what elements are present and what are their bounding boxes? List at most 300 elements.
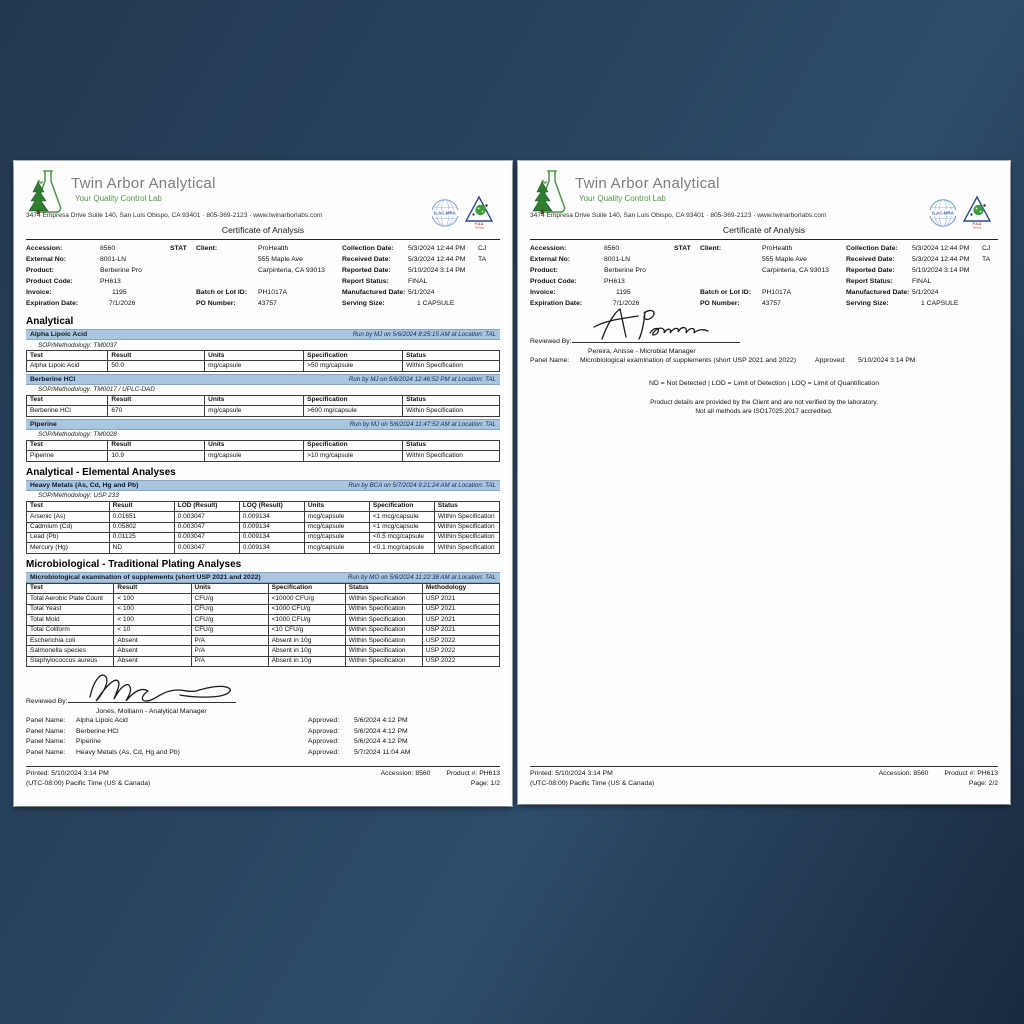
panel-name-label: Panel Name:: [26, 717, 66, 725]
svg-text:PJLA: PJLA: [474, 222, 484, 226]
flask-tree-logo-icon: [26, 168, 68, 215]
approved-label: Approved:: [308, 748, 339, 756]
table-cell: Berberine HCl: [27, 406, 108, 416]
disclaimer-notes: [518, 398, 1010, 417]
coa-page-1: [14, 161, 512, 806]
table-cell: 0.009134: [239, 512, 304, 522]
batch-label: Batch or Lot ID:: [700, 289, 751, 296]
sop-methodology: SOP/Methodology: USP 233: [38, 492, 119, 500]
coa-page-2: [518, 161, 1010, 804]
footer-product: Product #: PH613: [446, 770, 500, 777]
table-cell: Within Specification: [434, 543, 499, 553]
page-number: Page: 2/2: [968, 780, 998, 787]
header-divider: [26, 239, 500, 240]
table-cell: 10.9: [108, 451, 205, 461]
table-cell: 0.05802: [109, 522, 174, 532]
lab-address-line: 3474 Empresa Drive Suite 140, San Luis Obispo, CA 93401 · 805-369-2123 · www.twinarborlabs.com: [26, 212, 323, 219]
panel-approval-row: [14, 717, 512, 728]
lab-tagline: Your Quality Control Lab: [579, 194, 666, 203]
client-address-2: Carpinteria, CA 93013: [762, 267, 829, 274]
table-cell: < 100: [114, 594, 191, 604]
approved-panel: Berberine HCl: [76, 727, 119, 735]
received-date-label: Received Date:: [342, 256, 391, 263]
panel-approval-row: [518, 357, 1010, 368]
table-cell: 0.003047: [174, 512, 239, 522]
results-table-alpha-lipoic-acid: [26, 350, 500, 372]
panel-approval-row: [14, 728, 512, 739]
report-status-label: Report Status:: [846, 278, 893, 285]
table-cell: 0.009134: [239, 522, 304, 532]
table-cell: Absent: [114, 656, 191, 666]
table-cell: < 100: [114, 615, 191, 625]
lab-name: Twin Arbor Analytical: [71, 175, 216, 192]
collection-date-value: 5/3/2024 12:44 PM: [408, 245, 466, 252]
header-divider: [530, 239, 998, 240]
client-label: Client:: [700, 245, 722, 252]
table-cell: Total Coliform: [27, 625, 114, 635]
table-cell: 0.003047: [174, 532, 239, 542]
batch-value: PH1017A: [762, 289, 792, 296]
table-cell: mg/capsule: [205, 361, 304, 371]
panel-name-label: Panel Name:: [530, 357, 570, 364]
table-cell: USP 2021: [422, 594, 499, 604]
svg-text:ILAC-MRA: ILAC-MRA: [932, 210, 954, 216]
results-table-piperine: [26, 440, 500, 462]
receiver-initials: TA: [478, 256, 487, 263]
panel-name-label: Panel Name:: [26, 738, 66, 746]
document-title: Certificate of Analysis: [221, 225, 305, 235]
table-cell: Alpha Lipoic Acid: [27, 361, 108, 371]
column-header: Test: [27, 395, 108, 405]
table-cell: <1 mcg/capsule: [369, 522, 434, 532]
product-code-value: PH613: [100, 278, 121, 285]
approved-panel: Heavy Metals (As, Cd, Hg and Pb): [76, 748, 180, 756]
page-number: Page: 1/2: [470, 780, 500, 787]
client-name: ProHealth: [258, 245, 289, 252]
product-value: Berberine Pro: [100, 267, 142, 274]
table-cell: Within Specification: [434, 532, 499, 542]
table-cell: Escherichia coli: [27, 636, 114, 646]
table-cell: CFU/g: [191, 604, 268, 614]
table-cell: P/A: [191, 646, 268, 656]
approved-time: 5/6/2024 4:12 PM: [354, 738, 408, 746]
expiration-label: Expiration Date:: [26, 300, 79, 307]
table-cell: Absent in 10g: [268, 646, 345, 656]
signature-line: [572, 341, 740, 343]
table-row: [27, 604, 500, 614]
po-label: PO Number:: [196, 300, 236, 307]
reported-date-label: Reported Date:: [342, 267, 391, 274]
panel-name: Heavy Metals (As, Cd, Hg and Pb): [30, 481, 139, 489]
column-header: Units: [205, 440, 304, 450]
table-cell: Mercury (Hg): [27, 543, 110, 553]
table-cell: Within Specification: [345, 604, 422, 614]
product-code-label: Product Code:: [530, 278, 577, 285]
column-header: Status: [345, 583, 422, 593]
report-status-value: FINAL: [408, 278, 428, 285]
manufactured-date-value: 5/1/2024: [408, 289, 435, 296]
table-cell: P/A: [191, 636, 268, 646]
results-table-microbiological: [26, 583, 500, 668]
table-cell: Absent in 10g: [268, 636, 345, 646]
table-cell: 0.009134: [239, 532, 304, 542]
column-header: Test: [27, 351, 108, 361]
table-cell: mg/capsule: [205, 451, 304, 461]
table-cell: Absent in 10g: [268, 656, 345, 666]
table-row: [27, 522, 500, 532]
client-address-1: 555 Maple Ave: [258, 256, 303, 263]
table-cell: USP 2021: [422, 625, 499, 635]
table-cell: <1000 CFU/g: [268, 604, 345, 614]
panel-run-info: Run by MJ on 5/6/2024 8:25:15 AM at Location: TAL: [352, 331, 496, 338]
client-label: Client:: [196, 245, 218, 252]
panel-approval-row: [14, 738, 512, 749]
lab-tagline: Your Quality Control Lab: [75, 194, 162, 203]
table-row: [27, 361, 500, 371]
accession-label: Accession:: [530, 245, 567, 252]
po-value: 43757: [762, 300, 781, 307]
table-cell: Within Specification: [403, 361, 500, 371]
expiration-value: 7/1/2026: [109, 300, 136, 307]
table-cell: mcg/capsule: [304, 543, 369, 553]
panel-name-label: Panel Name:: [26, 748, 66, 756]
accession-label: Accession:: [26, 245, 63, 252]
table-cell: Within Specification: [345, 625, 422, 635]
po-label: PO Number:: [700, 300, 740, 307]
panel-bar-heavy-metals: [26, 480, 500, 491]
svg-text:Testing: Testing: [972, 225, 982, 230]
table-cell: Lead (Pb): [27, 532, 110, 542]
table-cell: mcg/capsule: [304, 532, 369, 542]
product-value: Berberine Pro: [604, 267, 646, 274]
panel-name: Berberine HCl: [30, 375, 76, 383]
table-cell: <0.1 mcg/capsule: [369, 543, 434, 553]
table-cell: USP 2022: [422, 636, 499, 646]
table-cell: Arsenic (As): [27, 512, 110, 522]
reported-date-value: 5/10/2024 3:14 PM: [408, 267, 466, 274]
report-status-label: Report Status:: [342, 278, 389, 285]
table-cell: Total Aerobic Plate Count: [27, 594, 114, 604]
column-header: Status: [403, 395, 500, 405]
column-header: Specification: [268, 583, 345, 593]
column-header: Result: [109, 501, 174, 511]
invoice-value: 1195: [616, 289, 631, 296]
invoice-label: Invoice:: [26, 289, 52, 296]
accession-value: 8560: [604, 245, 620, 252]
client-address-2: Carpinteria, CA 93013: [258, 267, 325, 274]
timezone: (UTC-08:00) Pacific Time (US & Canada): [26, 780, 151, 787]
table-header-row: [27, 583, 500, 593]
table-row: [27, 656, 500, 666]
received-date-value: 5/3/2024 12:44 PM: [912, 256, 970, 263]
table-cell: Total Mold: [27, 615, 114, 625]
table-cell: Within Specification: [345, 656, 422, 666]
table-header-row: [27, 501, 500, 511]
table-header-row: [27, 395, 500, 405]
table-cell: Within Specification: [434, 512, 499, 522]
client-name: ProHealth: [762, 245, 793, 252]
lab-name: Twin Arbor Analytical: [575, 175, 720, 192]
table-cell: <10000 CFU/g: [268, 594, 345, 604]
table-cell: CFU/g: [191, 625, 268, 635]
column-header: Units: [205, 395, 304, 405]
pine-tree-icon: [533, 182, 552, 214]
panel-bar-alpha-lipoic-acid: [26, 329, 500, 340]
table-cell: Within Specification: [345, 636, 422, 646]
column-header: Units: [205, 351, 304, 361]
column-header: Test: [27, 501, 110, 511]
table-header-row: [27, 351, 500, 361]
table-cell: 670: [108, 406, 205, 416]
page-footer: [530, 766, 998, 789]
table-row: [27, 636, 500, 646]
column-header: Units: [191, 583, 268, 593]
table-cell: Absent: [114, 636, 191, 646]
column-header: Status: [403, 351, 500, 361]
table-cell: mg/capsule: [205, 406, 304, 416]
collection-date-label: Collection Date:: [846, 245, 898, 252]
panel-name: Microbiological examination of supplements (short USP 2021 and 2022): [30, 573, 261, 581]
serving-size-value: 1 CAPSULE: [417, 300, 455, 307]
table-cell: Within Specification: [434, 522, 499, 532]
table-cell: USP 2021: [422, 604, 499, 614]
table-cell: ND: [109, 543, 174, 553]
results-table-berberine-hcl: [26, 395, 500, 417]
approved-time: 5/10/2024 3:14 PM: [858, 357, 916, 364]
expiration-label: Expiration Date:: [530, 300, 583, 307]
column-header: LOD (Result): [174, 501, 239, 511]
product-label: Product:: [530, 267, 558, 274]
panel-bar-berberine-hcl: [26, 374, 500, 385]
table-cell: 50.0: [108, 361, 205, 371]
external-no-value: 8001-LN: [100, 256, 127, 263]
column-header: Specification: [304, 440, 403, 450]
column-header: Result: [108, 440, 205, 450]
table-cell: CFU/g: [191, 615, 268, 625]
column-header: Specification: [304, 395, 403, 405]
table-cell: 0.01125: [109, 532, 174, 542]
table-cell: CFU/g: [191, 594, 268, 604]
table-cell: mcg/capsule: [304, 512, 369, 522]
lab-address-line: 3474 Empresa Drive Suite 140, San Luis Obispo, CA 93401 · 805-369-2123 · www.twinarborlabs.com: [530, 212, 827, 219]
table-cell: Cadmium (Cd): [27, 522, 110, 532]
invoice-value: 1195: [112, 289, 127, 296]
panel-run-info: Run by MJ on 5/6/2024 11:47:52 AM at Location: TAL: [349, 420, 496, 428]
serving-size-label: Serving Size:: [846, 300, 889, 307]
column-header: Units: [304, 501, 369, 511]
table-cell: USP 2021: [422, 615, 499, 625]
external-no-value: 8001-LN: [604, 256, 631, 263]
table-row: [27, 615, 500, 625]
table-cell: Within Specification: [345, 615, 422, 625]
approved-panel: Alpha Lipoic Acid: [76, 717, 128, 725]
sop-methodology: SOP/Methodology: TM0037: [38, 341, 117, 349]
table-row: [27, 532, 500, 542]
column-header: Specification: [369, 501, 434, 511]
manufactured-date-label: Manufactured Date:: [342, 289, 406, 296]
results-table-heavy-metals: [26, 501, 500, 554]
sop-methodology: SOP/Methodology: TM0028: [38, 431, 117, 439]
report-header: [518, 161, 1010, 241]
table-row: [27, 625, 500, 635]
table-cell: Salmonella species: [27, 646, 114, 656]
svg-text:Testing: Testing: [474, 225, 484, 230]
page-footer: [26, 766, 500, 789]
reviewer-name: Pereira, Anisse - Microbial Manager: [588, 348, 696, 355]
table-cell: P/A: [191, 656, 268, 666]
document-title: Certificate of Analysis: [722, 225, 806, 235]
table-cell: Within Specification: [403, 406, 500, 416]
collector-initials: CJ: [478, 245, 487, 252]
invoice-label: Invoice:: [530, 289, 556, 296]
table-cell: Total Yeast: [27, 604, 114, 614]
collector-initials: CJ: [982, 245, 991, 252]
report-header: [14, 161, 512, 241]
table-cell: <0.5 mcg/capsule: [369, 532, 434, 542]
disclaimer-line-2: Not all methods are ISO17025:2017 accredited.: [695, 407, 833, 415]
external-no-label: External No:: [26, 256, 67, 263]
report-status-value: FINAL: [912, 278, 932, 285]
svg-text:PJLA: PJLA: [972, 222, 982, 226]
table-header-row: [27, 440, 500, 450]
panel-name: Alpha Lipoic Acid: [30, 331, 88, 338]
column-header: Test: [27, 440, 108, 450]
serving-size-value: 1 CAPSULE: [921, 300, 959, 307]
footer-product: Product #: PH613: [944, 770, 998, 777]
client-address-1: 555 Maple Ave: [762, 256, 807, 263]
table-cell: <10 CFU/g: [268, 625, 345, 635]
column-header: Status: [434, 501, 499, 511]
reviewed-by-block: [530, 321, 998, 355]
approved-label: Approved:: [308, 738, 339, 746]
batch-value: PH1017A: [258, 289, 288, 296]
printed-timestamp: Printed: 5/10/2024 3:14 PM: [26, 770, 109, 777]
table-cell: Staphylococcus aureus: [27, 656, 114, 666]
table-cell: Within Specification: [345, 594, 422, 604]
section-heading-elemental: Analytical - Elemental Analyses: [26, 466, 176, 478]
reviewed-by-block: [26, 681, 500, 715]
panel-bar-microbiological: [26, 572, 500, 583]
printed-timestamp: Printed: 5/10/2024 3:14 PM: [530, 770, 613, 777]
batch-label: Batch or Lot ID:: [196, 289, 247, 296]
table-row: [27, 406, 500, 416]
table-cell: <1000 CFU/g: [268, 615, 345, 625]
sop-methodology: SOP/Methodology: TM0017 / UPLC-DAD: [38, 386, 155, 394]
expiration-value: 7/1/2026: [613, 300, 640, 307]
received-date-label: Received Date:: [846, 256, 895, 263]
sample-info-block: [26, 243, 500, 311]
panel-name: Piperine: [30, 420, 57, 428]
collection-date-label: Collection Date:: [342, 245, 394, 252]
panel-name-label: Panel Name:: [26, 727, 66, 735]
panel-bar-piperine: [26, 419, 500, 430]
column-header: Test: [27, 583, 114, 593]
table-row: [27, 594, 500, 604]
stat-flag: STAT: [674, 245, 691, 252]
ilac-mra-badge-icon: [430, 198, 460, 228]
table-cell: < 100: [114, 604, 191, 614]
table-cell: 0.003047: [174, 543, 239, 553]
approved-label: Approved:: [815, 357, 846, 364]
column-header: Status: [403, 440, 500, 450]
table-row: [27, 646, 500, 656]
table-cell: mcg/capsule: [304, 522, 369, 532]
sample-info-block: [530, 243, 998, 311]
section-heading-microbiological: Microbiological - Traditional Plating Analyses: [26, 558, 242, 570]
manufactured-date-label: Manufactured Date:: [846, 289, 910, 296]
footer-accession: Accession: 8560: [878, 770, 929, 777]
product-code-label: Product Code:: [26, 278, 73, 285]
received-date-value: 5/3/2024 12:44 PM: [408, 256, 466, 263]
panel-run-info: Run by MO on 5/6/2024 11:22:38 AM at Location: TAL: [347, 573, 496, 581]
timezone: (UTC-08:00) Pacific Time (US & Canada): [530, 780, 655, 787]
panel-run-info: Run by MJ on 5/6/2024 12:46:52 PM at Location: TAL: [348, 375, 496, 383]
disclaimer-line-1: Product details are provided by the Client and are not verified by the laboratory.: [650, 398, 878, 406]
table-cell: >600 mg/capsule: [304, 406, 403, 416]
table-cell: >10 mg/capsule: [304, 451, 403, 461]
manufactured-date-value: 5/1/2024: [912, 289, 939, 296]
table-cell: 0.01651: [109, 512, 174, 522]
column-header: Methodology: [422, 583, 499, 593]
table-cell: >50 mg/capsule: [304, 361, 403, 371]
approved-label: Approved:: [308, 717, 339, 725]
serving-size-label: Serving Size:: [342, 300, 385, 307]
approved-label: Approved:: [308, 727, 339, 735]
table-cell: 0.003047: [174, 522, 239, 532]
receiver-initials: TA: [982, 256, 991, 263]
po-value: 43757: [258, 300, 277, 307]
column-header: Result: [108, 351, 205, 361]
approved-panel: Piperine: [76, 738, 101, 746]
product-code-value: PH613: [604, 278, 625, 285]
table-cell: <1 mcg/capsule: [369, 512, 434, 522]
reported-date-value: 5/10/2024 3:14 PM: [912, 267, 970, 274]
section-heading-analytical: Analytical: [26, 316, 74, 327]
table-cell: Within Specification: [403, 451, 500, 461]
approved-panel: Microbiological examination of supplements (short USP 2021 and 2022): [580, 357, 796, 364]
panel-approval-row: [14, 749, 512, 760]
reviewed-by-label: Reviewed By:: [530, 338, 572, 345]
table-row: [27, 451, 500, 461]
table-cell: Piperine: [27, 451, 108, 461]
table-cell: USP 2022: [422, 646, 499, 656]
footer-accession: Accession: 8560: [380, 770, 431, 777]
reported-date-label: Reported Date:: [846, 267, 895, 274]
svg-text:ILAC-MRA: ILAC-MRA: [434, 210, 456, 216]
table-cell: 0.009134: [239, 543, 304, 553]
table-row: [27, 512, 500, 522]
panel-run-info: Run by BCA on 5/7/2024 9:21:24 AM at Location: TAL: [348, 481, 496, 489]
stat-flag: STAT: [170, 245, 187, 252]
pine-tree-icon: [29, 182, 48, 214]
column-header: Result: [108, 395, 205, 405]
reviewer-name: Jones, Molliann - Analytical Manager: [96, 708, 207, 716]
signature-line: [68, 701, 236, 703]
table-cell: < 10: [114, 625, 191, 635]
ilac-mra-badge-icon: [928, 198, 958, 228]
table-cell: Absent: [114, 646, 191, 656]
table-cell: Within Specification: [345, 646, 422, 656]
product-label: Product:: [26, 267, 54, 274]
approved-time: 5/6/2024 4:12 PM: [354, 727, 408, 735]
external-no-label: External No:: [530, 256, 571, 263]
column-header: Specification: [304, 351, 403, 361]
approved-time: 5/6/2024 4:12 PM: [354, 717, 408, 725]
collection-date-value: 5/3/2024 12:44 PM: [912, 245, 970, 252]
column-header: LOQ (Result): [239, 501, 304, 511]
approved-time: 5/7/2024 11:04 AM: [354, 748, 411, 756]
column-header: Result: [114, 583, 191, 593]
